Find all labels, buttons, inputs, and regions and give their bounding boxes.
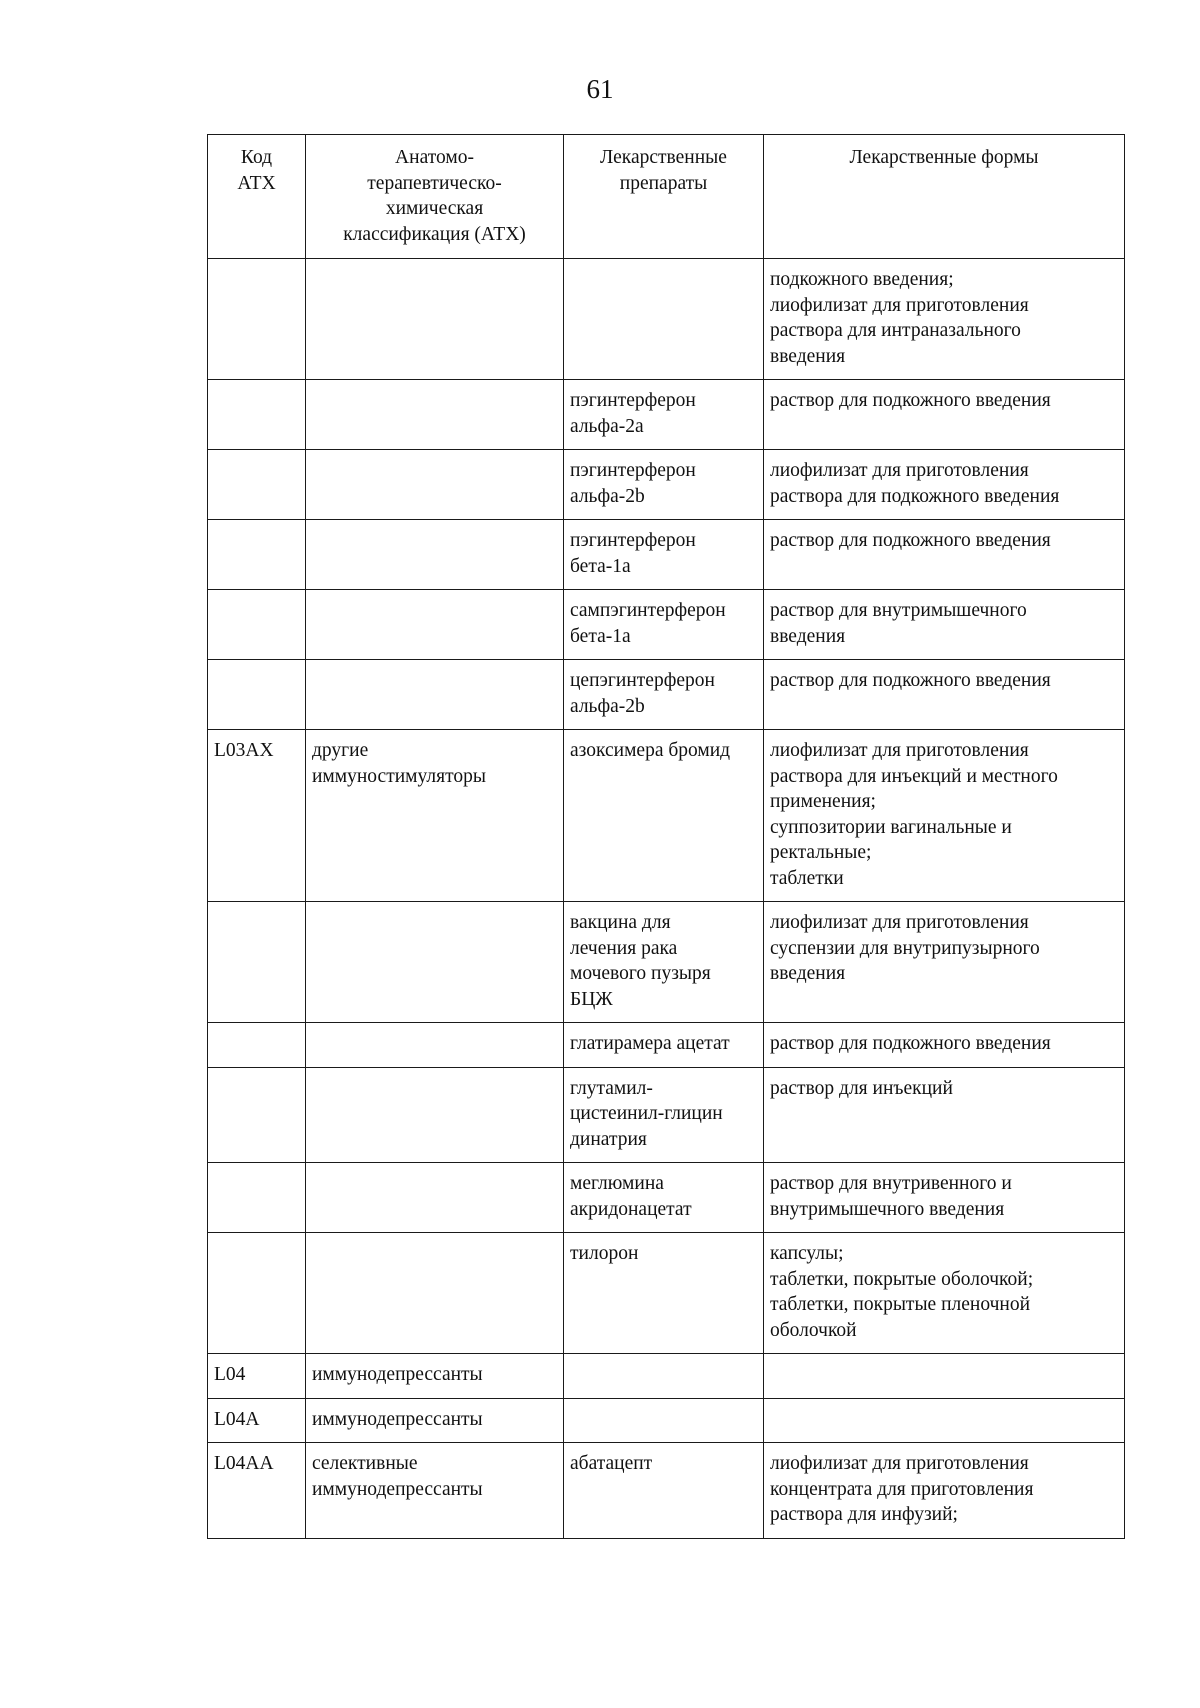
cell-code — [208, 1023, 306, 1068]
cell-forms: раствор для подкожного введения — [764, 660, 1125, 730]
cell-classification — [306, 1163, 564, 1233]
page-number: 61 — [586, 74, 614, 104]
cell-forms: раствор для подкожного введения — [764, 1023, 1125, 1068]
cell-forms — [764, 1354, 1125, 1399]
table-row — [208, 520, 1125, 590]
table-row — [208, 1067, 1125, 1163]
cell-code: L04 — [208, 1354, 306, 1399]
cell-classification: иммунодепрессанты — [306, 1354, 564, 1399]
cell-code — [208, 660, 306, 730]
cell-drug: пэгинтерферон бета-1a — [564, 520, 764, 590]
header-classification: Анатомо- терапевтическо- химическая классификация (АТХ) — [306, 135, 564, 259]
cell-drug: меглюмина акридонацетат — [564, 1163, 764, 1233]
cell-forms: лиофилизат для приготовления концентрата для приготовления раствора для инфузий; — [764, 1443, 1125, 1539]
cell-code — [208, 1067, 306, 1163]
cell-forms: лиофилизат для приготовления раствора для инъекций и местного применения; суппозитории вагинальные и ректальные; таблетки — [764, 730, 1125, 902]
cell-code: L04AA — [208, 1443, 306, 1539]
table-row — [208, 380, 1125, 450]
table-row — [208, 1023, 1125, 1068]
cell-drug: глутамил- цистеинил-глицин динатрия — [564, 1067, 764, 1163]
cell-drug: вакцина для лечения рака мочевого пузыря БЦЖ — [564, 902, 764, 1023]
cell-classification — [306, 1023, 564, 1068]
cell-forms: раствор для внутривенного и внутримышечного введения — [764, 1163, 1125, 1233]
cell-classification — [306, 902, 564, 1023]
table-row — [208, 1443, 1125, 1539]
table-row — [208, 1398, 1125, 1443]
atx-drug-table — [207, 134, 1125, 1539]
cell-classification: селективные иммунодепрессанты — [306, 1443, 564, 1539]
cell-drug — [564, 259, 764, 380]
cell-drug — [564, 1398, 764, 1443]
cell-code — [208, 590, 306, 660]
header-forms: Лекарственные формы — [764, 135, 1125, 259]
cell-forms: лиофилизат для приготовления раствора для подкожного введения — [764, 450, 1125, 520]
cell-classification — [306, 450, 564, 520]
cell-code — [208, 902, 306, 1023]
table-row — [208, 259, 1125, 380]
table-row — [208, 450, 1125, 520]
table-row — [208, 1163, 1125, 1233]
header-drugs: Лекарственные препараты — [564, 135, 764, 259]
cell-classification: иммунодепрессанты — [306, 1398, 564, 1443]
cell-drug: глатирамера ацетат — [564, 1023, 764, 1068]
table-row — [208, 1354, 1125, 1399]
cell-forms: подкожного введения; лиофилизат для приготовления раствора для интраназального введения — [764, 259, 1125, 380]
table-header-row — [208, 135, 1125, 259]
cell-code — [208, 1233, 306, 1354]
header-code: Код АТХ — [208, 135, 306, 259]
cell-forms: раствор для внутримышечного введения — [764, 590, 1125, 660]
cell-drug: пэгинтерферон альфа-2b — [564, 450, 764, 520]
cell-drug: абатацепт — [564, 1443, 764, 1539]
cell-code — [208, 380, 306, 450]
cell-forms: раствор для инъекций — [764, 1067, 1125, 1163]
cell-forms: лиофилизат для приготовления суспензии для внутрипузырного введения — [764, 902, 1125, 1023]
cell-drug: сампэгинтерферон бета-1a — [564, 590, 764, 660]
cell-code — [208, 520, 306, 590]
cell-drug: цепэгинтерферон альфа-2b — [564, 660, 764, 730]
cell-forms — [764, 1398, 1125, 1443]
table-row — [208, 590, 1125, 660]
table-row — [208, 660, 1125, 730]
cell-drug: тилорон — [564, 1233, 764, 1354]
cell-code — [208, 1163, 306, 1233]
cell-classification — [306, 660, 564, 730]
table-row — [208, 1233, 1125, 1354]
cell-forms: раствор для подкожного введения — [764, 380, 1125, 450]
cell-forms: раствор для подкожного введения — [764, 520, 1125, 590]
cell-classification — [306, 1067, 564, 1163]
cell-classification — [306, 380, 564, 450]
cell-forms: капсулы; таблетки, покрытые оболочкой; таблетки, покрытые пленочной оболочкой — [764, 1233, 1125, 1354]
cell-classification: другие иммуностимуляторы — [306, 730, 564, 902]
cell-code — [208, 450, 306, 520]
table-row — [208, 902, 1125, 1023]
cell-classification — [306, 590, 564, 660]
table-row — [208, 730, 1125, 902]
cell-classification — [306, 520, 564, 590]
cell-drug — [564, 1354, 764, 1399]
cell-classification — [306, 1233, 564, 1354]
cell-classification — [306, 259, 564, 380]
cell-code — [208, 259, 306, 380]
cell-drug: азоксимера бромид — [564, 730, 764, 902]
cell-drug: пэгинтерферон альфа-2a — [564, 380, 764, 450]
cell-code: L04A — [208, 1398, 306, 1443]
cell-code: L03AX — [208, 730, 306, 902]
